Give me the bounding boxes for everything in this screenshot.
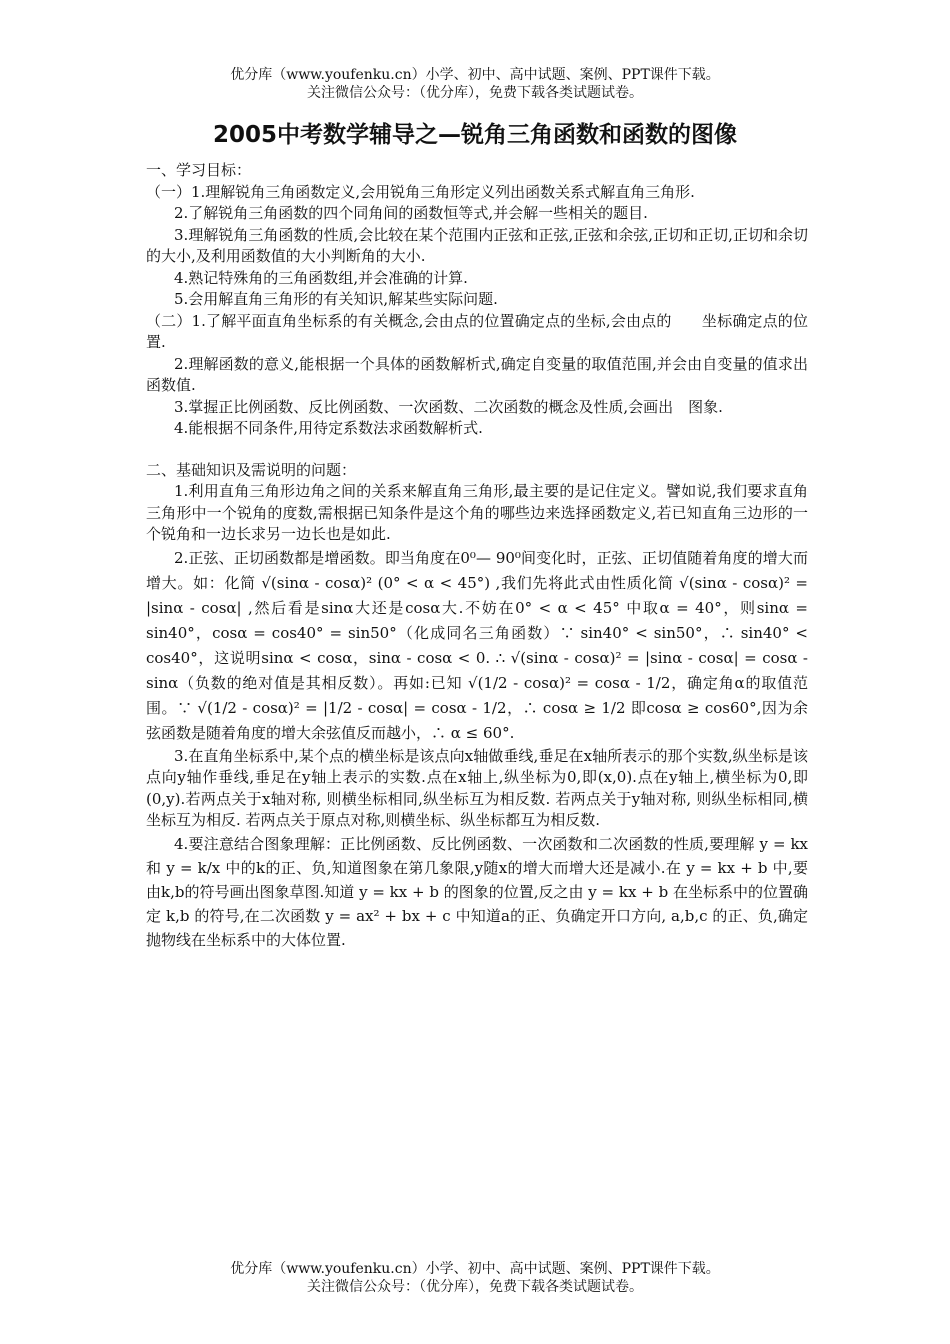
header-line-2: 关注微信公众号：（优分库），免费下载各类试题试卷。: [307, 85, 643, 101]
header-line-1: 优分库（www.youfenku.cn）小学、初中、高中试题、案例、PPT课件下载。: [230, 67, 720, 83]
goal-item: 5.会用解直角三角形的有关知识,解某些实际问题.: [174, 290, 498, 308]
goal-item: （二）1.了解平面直角坐标系的有关概念,会由点的位置确定点的坐标,会由点的 坐标确定点的位置.: [146, 311, 808, 351]
knowledge-paragraph-3: 3.在直角坐标系中,某个点的横坐标是该点向x轴做垂线,垂足在x轴所表示的那个实数,纵坐标是该点向y轴作垂线,垂足在y轴上表示的实数.点在x轴上,纵坐标为0,即(x,0).点在y轴上,横坐标为0,即(0,y).若两点关于x轴对称, 则横坐标相同,纵坐标互为相反数. 若两点关于y轴对称, 则纵坐标相同,横坐标互为相反. 若两点关于原点对称,则横坐标、纵坐标都互为相反数.: [146, 746, 808, 829]
document-body: [146, 160, 808, 952]
knowledge-paragraph-1: 1.利用直角三角形边角之间的关系来解直角三角形,最主要的是记住定义。譬如说,我们要求直角三角形中一个锐角的度数,需根据已知条件是这个角的哪些边来选择函数定义,若已知直角三边形的一个锐角和一边长求另一边长也是如此.: [146, 482, 808, 543]
section-gap: [146, 440, 808, 460]
knowledge-paragraph-4: 4.要注意结合图象理解：正比例函数、反比例函数、一次函数和二次函数的性质,要理解 y = kx 和 y = k/x 中的k的正、负,知道图象在第几象限,y随x的增大而增大还是减小.在 y = kx + b 中,要由k,b的符号画出图象草图.知道 y = kx + b 的图象的位置,反之由 y = kx + b 在坐标系中的位置确定 k,b 的符号,在二次函数 y = ax² + bx + c 中知道a的正、负确定开口方向, a,b,c 的正、负,确定抛物线在坐标系中的大体位置.: [146, 834, 808, 949]
section-2-heading: 二、基础知识及需说明的问题：: [146, 460, 357, 479]
footer-line-1: 优分库（www.youfenku.cn）小学、初中、高中试题、案例、PPT课件下载。: [230, 1261, 720, 1277]
knowledge-paragraph-2: 2.正弦、正切函数都是增函数。即当角度在0⁰— 90⁰间变化时，正弦、正切值随着角度的增大而增大。如：化简 √(sinα - cosα)² (0° < α < 45°) ,我们先将此式由性质化简 √(sinα - cosα)² = |sinα - cosα| ,然后看是sinα大还是cosα大.不妨在0° < α < 45° 中取α = 40°，则sinα = sin40°，cosα = cos40° = sin50°（化成同名三角函数）∵ sin40° < sin50°，∴ sin40° < cos40°，这说明sinα < cosα，sinα - cosα < 0. ∴ √(sinα - cosα)² = |sinα - cosα| = cosα - sinα（负数的绝对值是其相反数）。再如:已知 √(1/2 - cosα)² = cosα - 1/2，确定角α的取值范围。∵ √(1/2 - cosα)² = |1/2 - cosα| = cosα - 1/2，∴ cosα ≥ 1/2 即cosα ≥ cos60°,因为余弦函数是随着角度的增大余弦值反而越小，∴ α ≤ 60°.: [146, 548, 808, 742]
goal-item: 2.了解锐角三角函数的四个同角间的函数恒等式,并会解一些相关的题目.: [174, 204, 648, 222]
document-title: 2005中考数学辅导之—锐角三角函数和函数的图像: [212, 122, 737, 148]
goal-item: （一）1.理解锐角三角函数定义,会用锐角三角形定义列出函数关系式解直角三角形.: [146, 182, 695, 201]
goal-item: 3.掌握正比例函数、反比例函数、一次函数、二次函数的概念及性质,会画出 图象.: [174, 397, 723, 416]
goal-item: 4.熟记特殊角的三角函数组,并会准确的计算.: [174, 268, 468, 287]
page-footer: [0, 1260, 950, 1296]
section-1-heading: 一、学习目标：: [146, 161, 252, 179]
page-header: [0, 66, 950, 102]
footer-line-2: 关注微信公众号：（优分库），免费下载各类试题试卷。: [307, 1279, 643, 1295]
goal-item: 3.理解锐角三角函数的性质,会比较在某个范围内正弦和正弦,正弦和余弦,正切和正切,正切和余切的大小,及利用函数值的大小判断角的大小.: [146, 225, 808, 265]
goal-item: 4.能根据不同条件,用待定系数法求函数解析式.: [174, 419, 483, 437]
goal-item: 2.理解函数的意义,能根据一个具体的函数解析式,确定自变量的取值范围,并会由自变量的值求出函数值.: [146, 354, 808, 394]
